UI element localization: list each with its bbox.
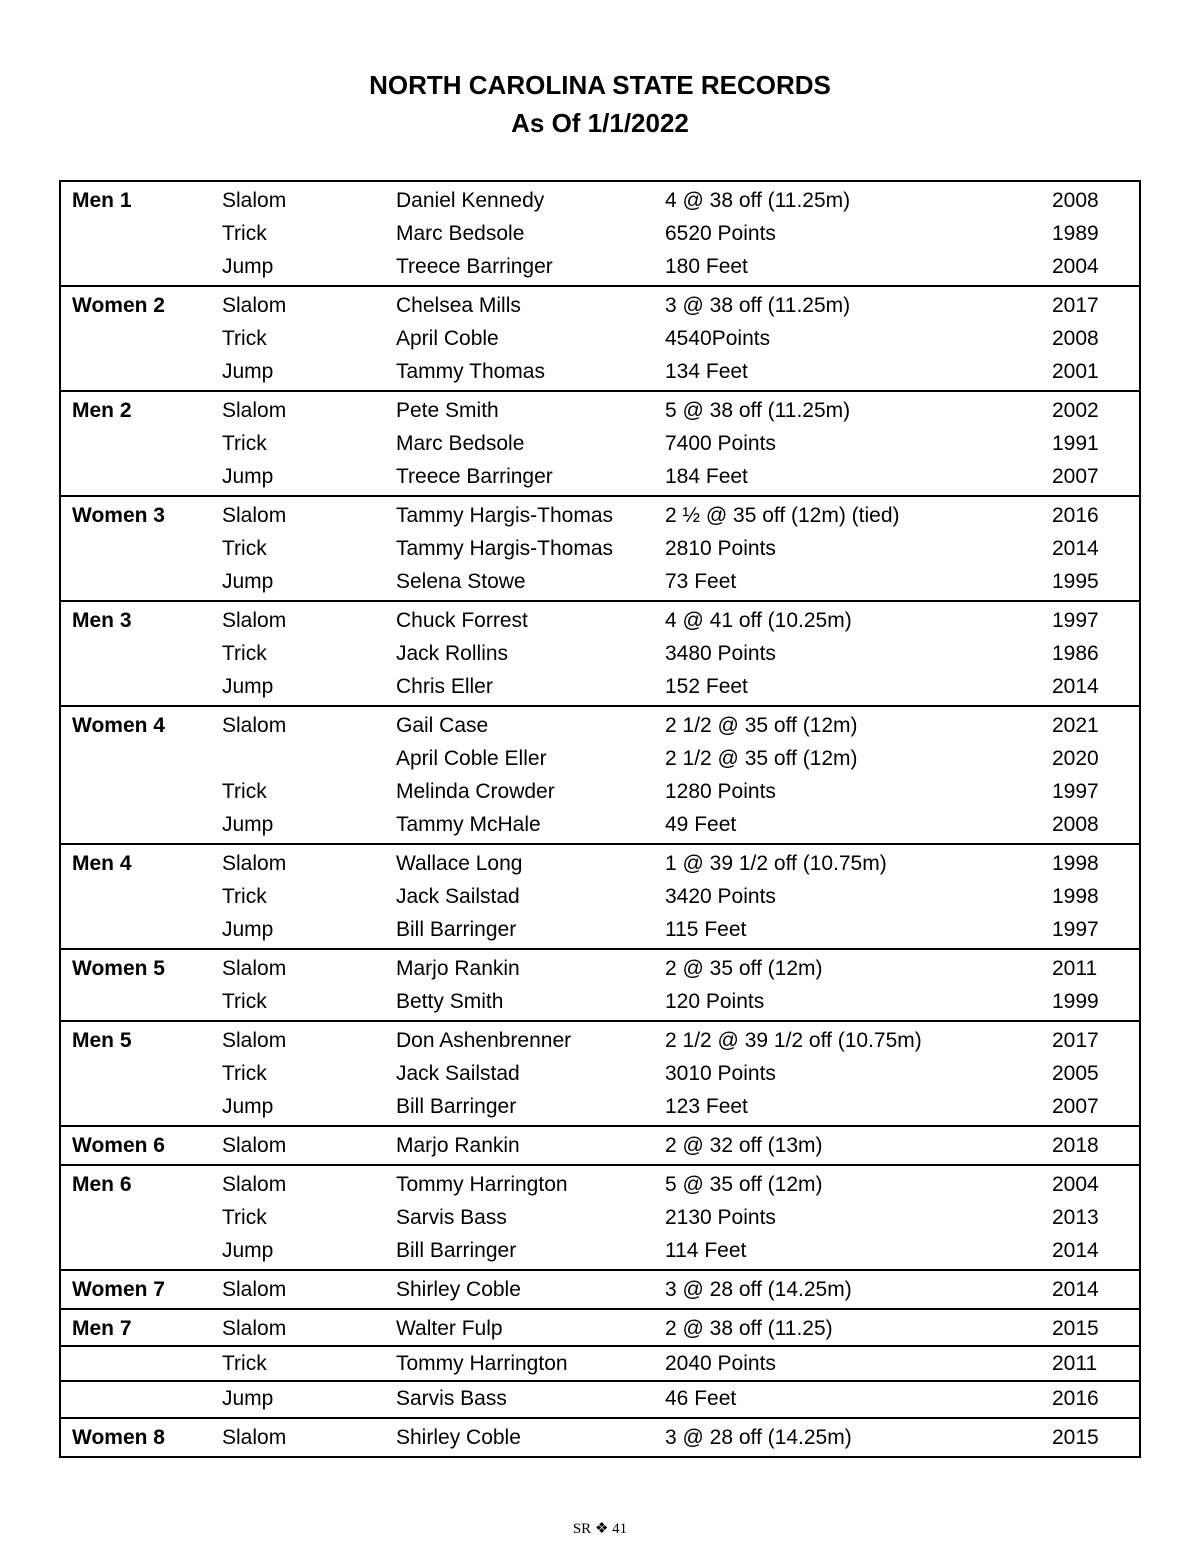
- event-cell: Slalom: [222, 714, 287, 737]
- year-cell: 2014: [1052, 1278, 1099, 1301]
- event-cell: Jump: [222, 918, 274, 941]
- event-cell: Slalom: [222, 1278, 287, 1301]
- record-row: [61, 289, 1139, 322]
- record-row: [61, 460, 1139, 493]
- page-subtitle: As Of 1/1/2022: [511, 108, 689, 138]
- division-group: [61, 1417, 1139, 1456]
- record-cell: 49 Feet: [665, 813, 737, 836]
- record-cell: 123 Feet: [665, 1095, 748, 1118]
- event-cell: Jump: [222, 1095, 274, 1118]
- record-row: [61, 565, 1139, 598]
- record-cell: 180 Feet: [665, 255, 748, 278]
- record-row: [61, 217, 1139, 250]
- event-cell: Jump: [222, 465, 274, 488]
- record-row: [61, 1421, 1139, 1454]
- event-cell: Trick: [222, 222, 267, 245]
- year-cell: 2007: [1052, 1095, 1099, 1118]
- event-cell: Jump: [222, 255, 274, 278]
- record-cell: 3 @ 28 off (14.25m): [665, 1278, 852, 1301]
- record-row: [61, 1024, 1139, 1057]
- athlete-name-cell: April Coble Eller: [396, 747, 547, 770]
- year-cell: 2002: [1052, 399, 1099, 422]
- record-cell: 46 Feet: [665, 1387, 737, 1410]
- year-cell: 2007: [1052, 465, 1099, 488]
- year-cell: 1998: [1052, 852, 1099, 875]
- page-title: NORTH CAROLINA STATE RECORDS: [369, 70, 831, 100]
- year-cell: 1995: [1052, 570, 1099, 593]
- athlete-name-cell: Bill Barringer: [396, 918, 517, 941]
- athlete-name-cell: April Coble: [396, 327, 499, 350]
- division-cell: Women 8: [72, 1426, 165, 1449]
- athlete-name-cell: Tammy Thomas: [396, 360, 545, 383]
- athlete-name-cell: Tammy Hargis-Thomas: [396, 537, 614, 560]
- record-cell: 2 1/2 @ 35 off (12m): [665, 747, 858, 770]
- year-cell: 2004: [1052, 1173, 1099, 1196]
- athlete-name-cell: Shirley Coble: [396, 1278, 521, 1301]
- event-cell: Jump: [222, 813, 274, 836]
- athlete-name-cell: Gail Case: [396, 714, 489, 737]
- record-row: [61, 985, 1139, 1018]
- year-cell: 1991: [1052, 432, 1099, 455]
- athlete-name-cell: Jack Sailstad: [396, 1062, 520, 1085]
- record-row: [61, 1345, 1139, 1380]
- record-row: [61, 1057, 1139, 1090]
- record-cell: 184 Feet: [665, 465, 748, 488]
- athlete-name-cell: Shirley Coble: [396, 1426, 521, 1449]
- record-cell: 73 Feet: [665, 570, 737, 593]
- year-cell: 2005: [1052, 1062, 1099, 1085]
- division-group: [61, 843, 1139, 948]
- athlete-name-cell: Bill Barringer: [396, 1239, 517, 1262]
- record-row: [61, 913, 1139, 946]
- year-cell: 2008: [1052, 813, 1099, 836]
- record-cell: 152 Feet: [665, 675, 748, 698]
- record-row: [61, 670, 1139, 703]
- athlete-name-cell: Chuck Forrest: [396, 609, 528, 632]
- athlete-name-cell: Don Ashenbrenner: [396, 1029, 572, 1052]
- record-cell: 7400 Points: [665, 432, 776, 455]
- record-cell: 3420 Points: [665, 885, 776, 908]
- record-row: [61, 637, 1139, 670]
- record-row: [61, 1129, 1139, 1162]
- year-cell: 2001: [1052, 360, 1099, 383]
- record-cell: 3010 Points: [665, 1062, 776, 1085]
- record-row: [61, 1380, 1139, 1415]
- record-cell: 4 @ 41 off (10.25m): [665, 609, 852, 632]
- division-group: [61, 1269, 1139, 1308]
- division-cell: Women 4: [72, 714, 165, 737]
- record-cell: 3 @ 28 off (14.25m): [665, 1426, 852, 1449]
- division-group: [61, 600, 1139, 705]
- athlete-name-cell: Tommy Harrington: [396, 1352, 568, 1375]
- year-cell: 2008: [1052, 327, 1099, 350]
- event-cell: Slalom: [222, 294, 287, 317]
- athlete-name-cell: Marjo Rankin: [396, 957, 520, 980]
- athlete-name-cell: Pete Smith: [396, 399, 499, 422]
- division-group: [61, 1020, 1139, 1125]
- athlete-name-cell: Betty Smith: [396, 990, 504, 1013]
- event-cell: Trick: [222, 990, 267, 1013]
- record-row: [61, 775, 1139, 808]
- year-cell: 1989: [1052, 222, 1099, 245]
- athlete-name-cell: Treece Barringer: [396, 255, 553, 278]
- record-cell: 4 @ 38 off (11.25m): [665, 189, 851, 212]
- event-cell: Trick: [222, 1062, 267, 1085]
- record-cell: 120 Points: [665, 990, 765, 1013]
- division-group: [61, 1308, 1139, 1417]
- record-cell: 2130 Points: [665, 1206, 776, 1229]
- record-row: [61, 604, 1139, 637]
- event-cell: Jump: [222, 1239, 274, 1262]
- event-cell: Slalom: [222, 1426, 287, 1449]
- division-cell: Women 5: [72, 957, 165, 980]
- event-cell: Trick: [222, 642, 267, 665]
- record-row: [61, 880, 1139, 913]
- record-cell: 134 Feet: [665, 360, 748, 383]
- year-cell: 2014: [1052, 675, 1099, 698]
- record-row: [61, 1090, 1139, 1123]
- division-cell: Men 4: [72, 852, 132, 875]
- athlete-name-cell: Tommy Harrington: [396, 1173, 568, 1196]
- record-cell: 5 @ 35 off (12m): [665, 1173, 823, 1196]
- record-row: [61, 1201, 1139, 1234]
- record-row: [61, 394, 1139, 427]
- athlete-name-cell: Marjo Rankin: [396, 1134, 520, 1157]
- year-cell: 2008: [1052, 189, 1099, 212]
- record-row: [61, 709, 1139, 742]
- athlete-name-cell: Bill Barringer: [396, 1095, 517, 1118]
- year-cell: 2004: [1052, 255, 1099, 278]
- division-group: [61, 495, 1139, 600]
- division-cell: Women 6: [72, 1134, 165, 1157]
- record-row: [61, 1234, 1139, 1267]
- record-cell: 2 1/2 @ 35 off (12m): [665, 714, 858, 737]
- athlete-name-cell: Jack Rollins: [396, 642, 509, 665]
- event-cell: Slalom: [222, 1029, 287, 1052]
- event-cell: Jump: [222, 570, 274, 593]
- athlete-name-cell: Treece Barringer: [396, 465, 553, 488]
- record-row: [61, 847, 1139, 880]
- record-row: [61, 1312, 1139, 1345]
- record-cell: 5 @ 38 off (11.25m): [665, 399, 851, 422]
- athlete-name-cell: Chris Eller: [396, 675, 493, 698]
- year-cell: 2021: [1052, 714, 1099, 737]
- year-cell: 2016: [1052, 504, 1099, 527]
- record-cell: 3 @ 38 off (11.25m): [665, 294, 851, 317]
- year-cell: 2016: [1052, 1387, 1099, 1410]
- record-cell: 2 @ 38 off (11.25): [665, 1317, 833, 1340]
- event-cell: Trick: [222, 1352, 267, 1375]
- event-cell: Trick: [222, 432, 267, 455]
- record-row: [61, 355, 1139, 388]
- record-cell: 115 Feet: [665, 918, 747, 941]
- record-cell: 114 Feet: [665, 1239, 747, 1262]
- division-cell: Women 7: [72, 1278, 165, 1301]
- year-cell: 2014: [1052, 537, 1099, 560]
- event-cell: Slalom: [222, 504, 287, 527]
- event-cell: Slalom: [222, 1317, 287, 1340]
- record-cell: 2 ½ @ 35 off (12m) (tied): [665, 504, 900, 527]
- athlete-name-cell: Sarvis Bass: [396, 1206, 507, 1229]
- record-row: [61, 250, 1139, 283]
- athlete-name-cell: Melinda Crowder: [396, 780, 555, 803]
- event-cell: Slalom: [222, 1134, 287, 1157]
- year-cell: 2020: [1052, 747, 1099, 770]
- year-cell: 1998: [1052, 885, 1099, 908]
- year-cell: 2017: [1052, 1029, 1099, 1052]
- event-cell: Trick: [222, 780, 267, 803]
- division-cell: Women 2: [72, 294, 165, 317]
- event-cell: Slalom: [222, 1173, 287, 1196]
- record-cell: 6520 Points: [665, 222, 776, 245]
- record-row: [61, 742, 1139, 775]
- athlete-name-cell: Wallace Long: [396, 852, 523, 875]
- year-cell: 2011: [1052, 1352, 1098, 1375]
- event-cell: Slalom: [222, 852, 287, 875]
- record-cell: 2 @ 32 off (13m): [665, 1134, 823, 1157]
- division-group: [61, 182, 1139, 285]
- record-row: [61, 952, 1139, 985]
- record-cell: 4540Points: [665, 327, 771, 350]
- year-cell: 2015: [1052, 1426, 1099, 1449]
- year-cell: 2014: [1052, 1239, 1099, 1262]
- record-cell: 1 @ 39 1/2 off (10.75m): [665, 852, 887, 875]
- division-group: [61, 390, 1139, 495]
- event-cell: Slalom: [222, 399, 287, 422]
- division-group: [61, 705, 1139, 843]
- record-row: [61, 184, 1139, 217]
- athlete-name-cell: Sarvis Bass: [396, 1387, 507, 1410]
- record-cell: 2810 Points: [665, 537, 776, 560]
- event-cell: Trick: [222, 327, 267, 350]
- record-cell: 2 1/2 @ 39 1/2 off (10.75m): [665, 1029, 922, 1052]
- division-group: [61, 948, 1139, 1020]
- division-cell: Men 5: [72, 1029, 132, 1052]
- division-group: [61, 1125, 1139, 1164]
- record-cell: 1280 Points: [665, 780, 776, 803]
- event-cell: Trick: [222, 885, 267, 908]
- page-footer: SR ❖ 41: [572, 1521, 628, 1537]
- year-cell: 1997: [1052, 780, 1099, 803]
- record-cell: 2 @ 35 off (12m): [665, 957, 823, 980]
- division-cell: Men 6: [72, 1173, 132, 1196]
- record-row: [61, 499, 1139, 532]
- athlete-name-cell: Walter Fulp: [396, 1317, 503, 1340]
- record-cell: 2040 Points: [665, 1352, 776, 1375]
- record-row: [61, 322, 1139, 355]
- athlete-name-cell: Chelsea Mills: [396, 294, 521, 317]
- athlete-name-cell: Marc Bedsole: [396, 222, 525, 245]
- event-cell: Slalom: [222, 609, 287, 632]
- division-cell: Men 3: [72, 609, 132, 632]
- year-cell: 1986: [1052, 642, 1099, 665]
- division-group: [61, 1164, 1139, 1269]
- event-cell: Jump: [222, 1387, 274, 1410]
- record-row: [61, 532, 1139, 565]
- event-cell: Jump: [222, 675, 274, 698]
- division-cell: Women 3: [72, 504, 165, 527]
- year-cell: 2011: [1052, 957, 1098, 980]
- year-cell: 2017: [1052, 294, 1099, 317]
- athlete-name-cell: Tammy Hargis-Thomas: [396, 504, 614, 527]
- athlete-name-cell: Selena Stowe: [396, 570, 526, 593]
- event-cell: Slalom: [222, 189, 287, 212]
- record-cell: 3480 Points: [665, 642, 776, 665]
- athlete-name-cell: Tammy McHale: [396, 813, 541, 836]
- year-cell: 2018: [1052, 1134, 1099, 1157]
- year-cell: 1997: [1052, 609, 1099, 632]
- event-cell: Slalom: [222, 957, 287, 980]
- division-cell: Men 7: [72, 1317, 132, 1340]
- year-cell: 1997: [1052, 918, 1099, 941]
- event-cell: Trick: [222, 537, 267, 560]
- division-cell: Men 2: [72, 399, 132, 422]
- record-row: [61, 1168, 1139, 1201]
- record-row: [61, 427, 1139, 460]
- record-row: [61, 1273, 1139, 1306]
- event-cell: Jump: [222, 360, 274, 383]
- records-table: [59, 180, 1141, 1458]
- division-group: [61, 285, 1139, 390]
- year-cell: 2015: [1052, 1317, 1099, 1340]
- athlete-name-cell: Daniel Kennedy: [396, 189, 545, 212]
- year-cell: 2013: [1052, 1206, 1099, 1229]
- event-cell: Trick: [222, 1206, 267, 1229]
- record-row: [61, 808, 1139, 841]
- division-cell: Men 1: [72, 189, 132, 212]
- athlete-name-cell: Marc Bedsole: [396, 432, 525, 455]
- year-cell: 1999: [1052, 990, 1099, 1013]
- athlete-name-cell: Jack Sailstad: [396, 885, 520, 908]
